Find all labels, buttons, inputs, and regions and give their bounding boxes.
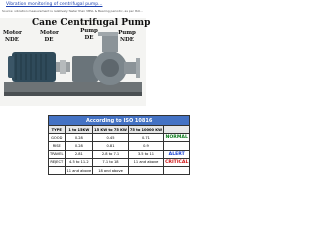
article-link[interactable]: Vibration monitoring of centrifugal pump... bbox=[6, 2, 103, 7]
cell: 11 and above bbox=[65, 166, 93, 174]
cell: 3.5 to 11 bbox=[128, 150, 163, 158]
cell: 0.9 bbox=[128, 142, 163, 150]
label-pump-nde: Pump NDE bbox=[118, 30, 136, 43]
table-row bbox=[49, 134, 190, 142]
cell: 11 and above bbox=[128, 158, 163, 166]
photo-title: Cane Centrifugal Pump bbox=[32, 18, 151, 28]
column-header: 1 to 15KW bbox=[65, 126, 93, 134]
table-row bbox=[49, 158, 190, 166]
label-motor-nde: Motor NDE bbox=[3, 30, 22, 43]
status-critical: CRITICAL bbox=[165, 159, 189, 165]
iso-vibration-table bbox=[48, 115, 190, 175]
cell: 0.28 bbox=[65, 134, 93, 142]
row-type: RISE bbox=[49, 142, 66, 150]
table-row bbox=[49, 150, 190, 158]
row-type bbox=[49, 166, 66, 174]
cell: 4.5 to 11.2 bbox=[65, 158, 93, 166]
image-caption: Source: vibration measurement is relatively faster than VBSL & Bearing periodic, as per ISO... bbox=[2, 9, 143, 13]
cell: 0.71 bbox=[128, 134, 163, 142]
column-header: 15 KW to 75 KW bbox=[93, 126, 129, 134]
column-header bbox=[164, 126, 190, 134]
cell: 2.8 to 7.1 bbox=[93, 150, 129, 158]
table-header-row bbox=[49, 126, 190, 134]
column-header: 75 to 10000 KW bbox=[128, 126, 163, 134]
cell bbox=[128, 166, 163, 174]
row-type: REJECT bbox=[49, 158, 66, 166]
cell: 2.81 bbox=[65, 150, 93, 158]
cell: 0.28 bbox=[65, 142, 93, 150]
status-normal: NORMAL bbox=[165, 135, 188, 141]
row-type: GOOD bbox=[49, 134, 66, 142]
column-header: TYPE bbox=[49, 126, 66, 134]
table-row bbox=[49, 142, 190, 150]
cell: 18 and above bbox=[93, 166, 129, 174]
cell: 7.1 to 18 bbox=[93, 158, 129, 166]
cell: 0.45 bbox=[93, 134, 129, 142]
row-type: TRAVEL bbox=[49, 150, 66, 158]
label-pump-de: Pump DE bbox=[80, 28, 98, 41]
cell: 0.81 bbox=[93, 142, 129, 150]
status-cell bbox=[164, 142, 190, 150]
table-title: According to ISO 10816 bbox=[49, 116, 190, 126]
table-row bbox=[49, 166, 190, 174]
status-alert: ALERT bbox=[164, 150, 190, 158]
status-cell bbox=[164, 166, 190, 174]
label-motor-de: Motor DE bbox=[40, 30, 59, 43]
